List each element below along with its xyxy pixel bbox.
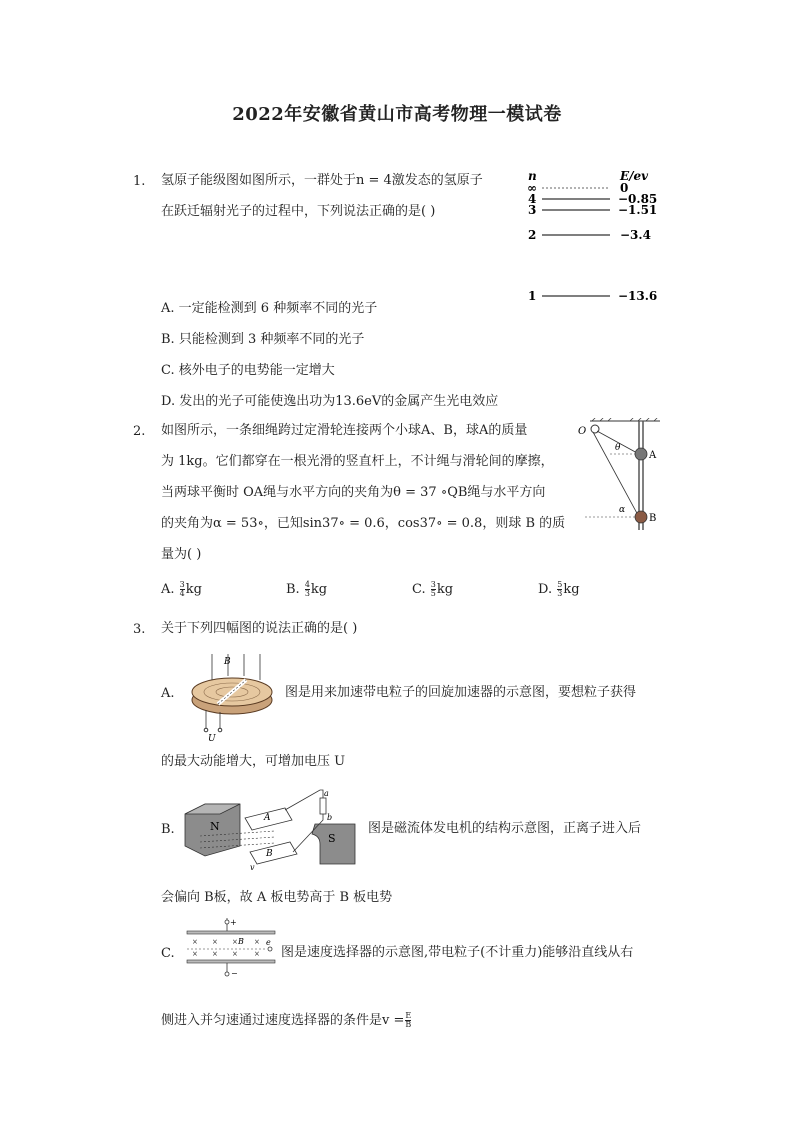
question-1-option-a[interactable]: A. 一定能检测到 6 种频率不同的光子 [161, 301, 378, 316]
question-3-option-b-text-line1: 图是磁流体发电机的结构示意图，正离子进入后 [368, 821, 642, 836]
question-1-text-line1: 氢原子能级图如图所示，一群处于n = 4激发态的氢原子 [161, 173, 483, 188]
svg-text:×: × [212, 938, 218, 946]
question-1-option-d[interactable]: D. 发出的光子可能使逸出功为13.6eV的金属产生光电效应 [161, 394, 499, 409]
svg-text:−: − [231, 969, 238, 978]
svg-text:b: b [327, 813, 333, 822]
svg-text:N: N [210, 820, 220, 833]
question-2-option-a[interactable]: A. $\frac{3}{4}$ kg [161, 580, 202, 598]
level-n-3: 3 [528, 203, 537, 217]
level-e-1: −13.6 [618, 289, 658, 303]
svg-text:B: B [224, 657, 231, 667]
svg-text:A: A [264, 813, 271, 823]
question-2-option-b[interactable]: B. $\frac{4}{3}$ kg [286, 580, 328, 598]
svg-text:B: B [649, 513, 657, 524]
question-2-option-c[interactable]: C. $\frac{3}{5}$ kg [412, 580, 454, 598]
question-3-option-a-label[interactable]: A. [161, 686, 175, 701]
svg-text:×: × [192, 950, 198, 958]
question-2-text-line3: 当两球平衡时 OA绳与水平方向的夹角为θ = 37 ∘QB绳与水平方向 [161, 485, 546, 500]
level-e-3: −1.51 [618, 203, 658, 217]
svg-text:B: B [266, 849, 273, 859]
question-2-text-line2: 为 1kg。它们都穿在一根光滑的竖直杆上，不计绳与滑轮间的摩擦， [161, 454, 554, 469]
page-title: 2022年安徽省黄山市高考物理一模试卷 [232, 104, 562, 125]
n-header: n [528, 169, 537, 183]
energy-level-diagram [518, 166, 678, 311]
svg-text:B: B [238, 937, 244, 946]
question-3-option-c-text-line2: 侧进入并匀速通过速度选择器的条件是v = $\frac{E}{B}$ [161, 1011, 412, 1029]
svg-text:A: A [649, 450, 657, 461]
svg-text:a: a [324, 789, 329, 798]
level-n-inf: ∞ [527, 181, 537, 195]
question-2-number: 2. [133, 424, 146, 439]
svg-text:×: × [254, 950, 260, 958]
question-1-option-b[interactable]: B. 只能检测到 3 种频率不同的光子 [161, 332, 365, 347]
level-e-2: −3.4 [620, 228, 651, 242]
question-3-option-b-label[interactable]: B. [161, 822, 175, 837]
question-3-option-b-text-line2: 会偏向 B板，故 A 板电势高于 B 板电势 [161, 890, 393, 905]
question-1-text-line2: 在跃迁辐射光子的过程中，下列说法正确的是( ) [161, 204, 436, 219]
svg-text:×: × [212, 950, 218, 958]
ball-b [635, 511, 647, 523]
cyclotron-figure [180, 650, 285, 742]
svg-text:θ: θ [615, 443, 621, 453]
svg-text:O: O [578, 426, 587, 437]
question-3-option-c-label[interactable]: C. [161, 946, 175, 961]
svg-text:U: U [208, 734, 216, 742]
ball-a [635, 448, 647, 460]
level-n-1: 1 [528, 289, 537, 303]
question-3-option-a-text-line1: 图是用来加速带电粒子的回旋加速器的示意图，要想粒子获得 [285, 685, 637, 700]
question-1-option-c[interactable]: C. 核外电子的电势能一定增大 [161, 363, 335, 378]
svg-text:S: S [328, 832, 336, 845]
e-header: E/ev [620, 169, 649, 183]
question-3-number: 3. [133, 622, 146, 637]
svg-text:×: × [192, 938, 198, 946]
svg-text:×: × [232, 938, 238, 946]
svg-text:v: v [250, 863, 255, 872]
svg-text:e: e [266, 938, 271, 947]
level-e-inf: 0 [620, 181, 629, 195]
question-3-option-a-text-line2: 的最大动能增大，可增加电压 U [161, 754, 346, 769]
level-n-2: 2 [528, 228, 537, 242]
svg-text:α: α [619, 505, 626, 515]
pulley-diagram [575, 418, 665, 533]
level-n-4: 4 [528, 192, 537, 206]
svg-text:×: × [232, 950, 238, 958]
question-3-text-line1: 关于下列四幅图的说法正确的是( ) [161, 621, 358, 636]
question-2-option-d[interactable]: D. $\frac{5}{3}$ kg [538, 580, 580, 598]
question-3-option-c-text-line1: 图是速度选择器的示意图,带电粒子(不计重力)能够沿直线从右 [281, 945, 634, 960]
question-2-text-line5: 量为( ) [161, 547, 202, 562]
level-e-4: −0.85 [618, 192, 658, 206]
velocity-selector-figure [182, 916, 282, 978]
svg-text:×: × [254, 938, 260, 946]
mhd-generator-figure [180, 786, 370, 872]
svg-text:+: + [230, 918, 237, 927]
question-2-text-line4: 的夹角为α = 53∘，已知sin37∘ = 0.6，cos37∘ = 0.8，则球 B 的质 [161, 516, 566, 531]
question-2-text-line1: 如图所示，一条细绳跨过定滑轮连接两个小球A、B，球A的质量 [161, 423, 528, 438]
question-1-number: 1. [133, 174, 146, 189]
